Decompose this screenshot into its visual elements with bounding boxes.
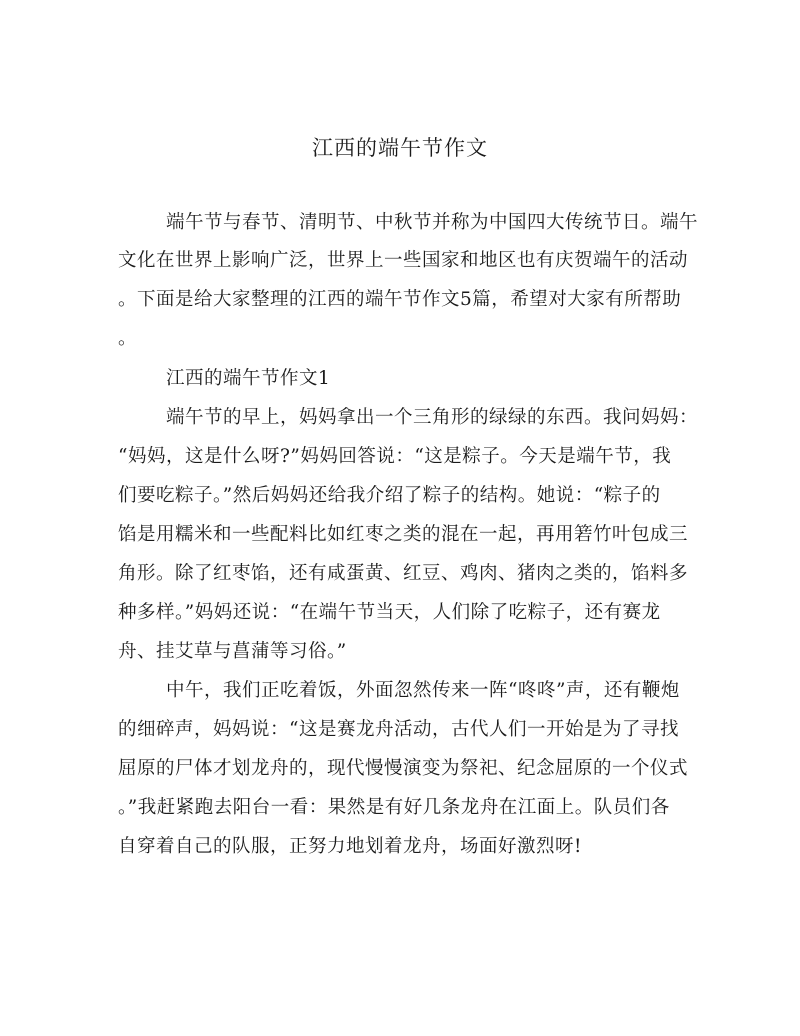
paragraph-3-line-3: 屈原的尸体才划龙舟的，现代慢慢演变为祭祀、纪念屈原的一个仪式	[118, 758, 689, 779]
paragraph-2-line-7: 舟、挂艾草与菖蒲等习俗。”	[118, 641, 347, 662]
paragraph-1-line-4: 。	[118, 328, 138, 349]
paragraph-3-line-5: 自穿着自己的队服，正努力地划着龙舟，场面好激烈呀!	[118, 836, 582, 857]
paragraph-2-line-2: “妈妈，这是什么呀?”妈妈回答说：“这是粽子。今天是端午节，我	[118, 446, 672, 467]
document-title: 江西的端午节作文	[312, 136, 488, 160]
paragraph-3-line-4: 。”我赶紧跑去阳台一看：果然是有好几条龙舟在江面上。队员们各	[118, 797, 670, 818]
section-heading: 江西的端午节作文1	[166, 368, 331, 389]
paragraph-2-line-5: 角形。除了红枣馅，还有咸蛋黄、红豆、鸡肉、猪肉之类的，馅料多	[118, 563, 689, 584]
paragraph-3-line-1: 中午，我们正吃着饭，外面忽然传来一阵“咚咚”声，还有鞭炮	[166, 680, 680, 701]
paragraph-2-line-1: 端午节的早上，妈妈拿出一个三角形的绿绿的东西。我问妈妈：	[166, 407, 699, 428]
paragraph-1-line-3: 。下面是给大家整理的江西的端午节作文5篇，希望对大家有所帮助	[118, 289, 682, 310]
paragraph-2-line-4: 馅是用糯米和一些配料比如红枣之类的混在一起，再用箬竹叶包成三	[118, 524, 689, 545]
paragraph-3-line-2: 的细碎声，妈妈说：“这是赛龙舟活动，古代人们一开始是为了寻找	[118, 719, 679, 740]
paragraph-1-line-1: 端午节与春节、清明节、中秋节并称为中国四大传统节日。端午	[166, 212, 699, 233]
paragraph-2-line-6: 种多样。”妈妈还说：“在端午节当天，人们除了吃粽子，还有赛龙	[118, 602, 661, 623]
paragraph-1-line-2: 文化在世界上影响广泛，世界上一些国家和地区也有庆贺端午的活动	[118, 250, 689, 271]
paragraph-2-line-3: 们要吃粽子。”然后妈妈还给我介绍了粽子的结构。她说：“粽子的	[118, 485, 661, 506]
